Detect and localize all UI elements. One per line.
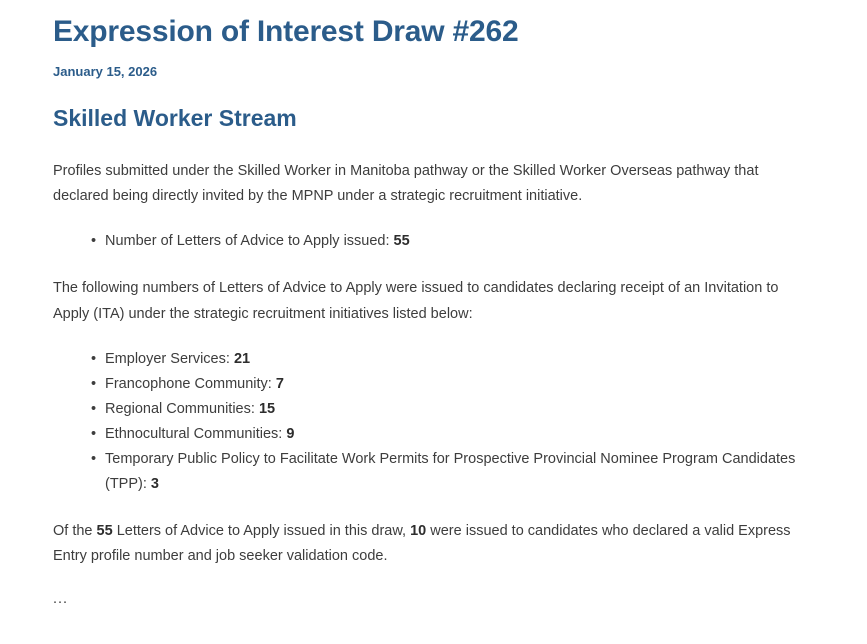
intro-paragraph: Profiles submitted under the Skilled Worker in Manitoba pathway or the Skilled Worker Overseas pathway that declared being directly invited by the MPNP under a strategic recruitment initiative. — [53, 162, 759, 204]
initiative-value: 9 — [286, 425, 295, 442]
laa-issued-label: Number of Letters of Advice to Apply issued: — [105, 233, 390, 250]
page-title: Expression of Interest Draw #262 — [53, 15, 519, 48]
laa-issued-list — [53, 229, 817, 254]
second-paragraph: The following numbers of Letters of Advice to Apply were issued to candidates declaring receipt of an Invitation to Apply (ITA) under the strategic recruitment initiatives listed below: — [53, 280, 779, 322]
truncation-ellipsis: ... — [53, 591, 69, 608]
initiative-label: Francophone Community: — [105, 375, 272, 392]
closing-part-1: Of the — [53, 522, 97, 539]
closing-part-3: were issued to candidates who declared a valid Express Entry profile number and job seeker validation code. — [53, 522, 791, 565]
initiative-value: 3 — [150, 475, 159, 492]
stream-heading: Skilled Worker Stream — [53, 105, 297, 131]
list-item — [91, 422, 817, 447]
list-item — [91, 397, 817, 422]
closing-paragraph — [53, 519, 817, 570]
laa-issued-value: 55 — [393, 233, 410, 250]
initiative-label: Regional Communities: — [105, 400, 255, 417]
initiative-value: 15 — [258, 400, 276, 417]
closing-express-entry-value: 10 — [410, 522, 427, 539]
draw-date: January 15, 2026 — [53, 64, 158, 79]
list-item — [91, 229, 817, 254]
list-item — [91, 447, 817, 497]
initiatives-list — [53, 347, 817, 497]
list-item — [91, 347, 817, 372]
initiative-value: 21 — [233, 351, 251, 368]
initiative-value: 7 — [275, 375, 284, 392]
initiative-label: Ethnocultural Communities: — [105, 425, 283, 442]
closing-total-value: 55 — [96, 522, 113, 539]
initiative-label: Temporary Public Policy to Facilitate Work Permits for Prospective Provincial Nominee Program Candidates (TPP): — [105, 450, 796, 492]
initiative-label: Employer Services: — [105, 351, 230, 368]
list-item — [91, 372, 817, 397]
closing-part-2: Letters of Advice to Apply issued in this draw, — [112, 522, 411, 539]
